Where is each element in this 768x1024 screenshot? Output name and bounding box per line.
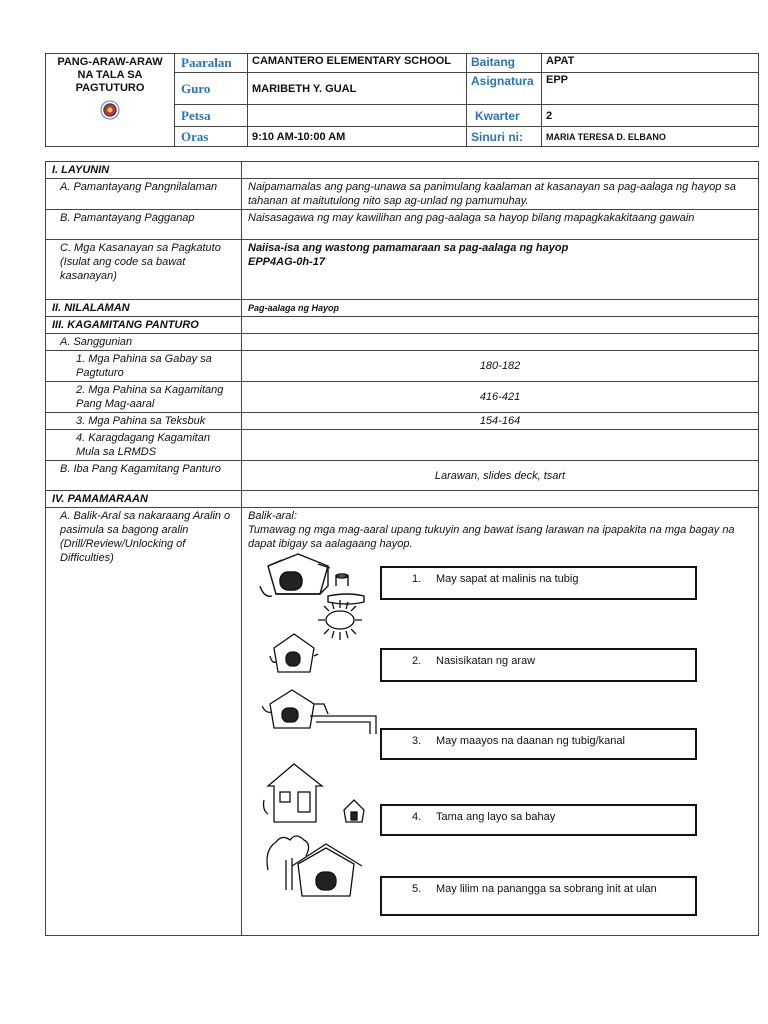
nilalaman-value: Pag-aalaga ng Hayop: [242, 300, 759, 317]
pamantayang-pagganap-label: B. Pamantayang Pagganap: [46, 210, 242, 240]
kagamitan-heading: III. KAGAMITANG PANTURO: [46, 317, 242, 334]
balik-aral-item-4: [380, 804, 697, 836]
iba-kagamitan-value: Larawan, slides deck, tsart: [242, 461, 759, 491]
balik-aral-item-2: [380, 648, 697, 682]
item-text: Nasisikatan ng araw: [436, 655, 536, 667]
kwarter-label: Kwarter: [467, 105, 542, 127]
sinuri-label: Sinuri ni:: [467, 127, 542, 147]
deped-seal-icon: [100, 100, 120, 120]
paaralan-value: CAMANTERO ELEMENTARY SCHOOL: [248, 54, 467, 73]
pamantayang-pangnilalaman-value: Naipamamalas ang pang-unawa sa panimulang kaalaman at kasanayan sa pag-aalaga ng hayop sa tahanan at maitutulong nito sap ag-unlad ng pamumuhay.: [242, 179, 759, 210]
sanggunian-label: A. Sanggunian: [46, 334, 242, 351]
paaralan-label: Paaralan: [175, 54, 248, 73]
item-number: 2.: [412, 655, 422, 667]
nilalaman-heading: II. NILALAMAN: [46, 300, 242, 317]
house-distance-icon: [262, 760, 372, 830]
asignatura-label: Asignatura: [467, 73, 542, 105]
kagamitan-pahina-value: 416-421: [242, 382, 759, 413]
item-number: 4.: [412, 811, 422, 823]
header-table: [45, 53, 759, 147]
layunin-heading: I. LAYUNIN: [46, 162, 242, 179]
balik-aral-item-5: [380, 876, 697, 916]
shade-doghouse-icon: [262, 830, 372, 900]
sun-doghouse-icon: [268, 596, 378, 686]
canal-doghouse-icon: [262, 686, 380, 736]
empty-cell: [242, 317, 759, 334]
balik-aral-label: A. Balik-Aral sa nakaraang Aralin o pasimula sa bagong aralin (Drill/Review/Unlocking of Difficulties): [46, 508, 242, 936]
oras-value: 9:10 AM-10:00 AM: [248, 127, 467, 147]
kasanayan-value-cell: [242, 240, 759, 300]
item-number: 3.: [412, 735, 422, 747]
kasanayan-value: Naiisa-isa ang wastong pamamaraan sa pag-aalaga ng hayop: [248, 242, 569, 254]
oras-label: Oras: [175, 127, 248, 147]
gabay-value: 180-182: [242, 351, 759, 382]
guro-label: Guro: [175, 73, 248, 105]
kagamitan-pahina-label: 2. Mga Pahina sa Kagamitang Pang Mag-aaral: [46, 382, 242, 413]
teksbuk-value: 154-164: [242, 413, 759, 430]
kasanayan-code: EPP4AG-0h-17: [248, 256, 326, 268]
item-text: May sapat at malinis na tubig: [436, 573, 579, 585]
balik-aral-title: Balik-aral:: [248, 510, 297, 522]
item-number: 5.: [412, 883, 422, 895]
iba-kagamitan-label: B. Iba Pang Kagamitang Panturo: [46, 461, 242, 491]
header-title: PANG-ARAW-ARAW NA TALA SA PAGTUTURO: [57, 56, 163, 94]
item-number: 1.: [412, 573, 422, 585]
baitang-value: APAT: [542, 54, 759, 73]
pamamaraan-heading: IV. PAMAMARAAN: [46, 491, 242, 508]
header-title-cell: [46, 54, 175, 147]
item-text: May maayos na daanan ng tubig/kanal: [436, 735, 625, 747]
baitang-label: Baitang: [467, 54, 542, 73]
sinuri-value: MARIA TERESA D. ELBANO: [542, 127, 759, 147]
petsa-label: Petsa: [175, 105, 248, 127]
balik-aral-instruction: Tumawag ng mga mag-aaral upang tukuyin ang bawat isang larawan na ipapakita na mga bagay na dapat ibigay sa aalagaang hayop.: [248, 524, 735, 550]
teksbuk-label: 3. Mga Pahina sa Teksbuk: [46, 413, 242, 430]
balik-aral-item-1: [380, 566, 697, 600]
guro-value: MARIBETH Y. GUAL: [248, 73, 467, 105]
kwarter-value: 2: [542, 105, 759, 127]
balik-aral-item-3: [380, 728, 697, 760]
gabay-label: 1. Mga Pahina sa Gabay sa Pagtuturo: [46, 351, 242, 382]
asignatura-value: EPP: [542, 73, 759, 105]
petsa-value: [248, 105, 467, 127]
lrmds-value: [242, 430, 759, 461]
empty-cell: [242, 162, 759, 179]
pamantayang-pangnilalaman-label: A. Pamantayang Pangnilalaman: [46, 179, 242, 210]
pamantayang-pagganap-value: Naisasagawa ng may kawilihan ang pag-aalaga sa hayop bilang mapagkakakitaang gawain: [242, 210, 759, 240]
item-text: Tama ang layo sa bahay: [436, 811, 556, 823]
empty-cell: [242, 491, 759, 508]
lrmds-label: 4. Karagdagang Kagamitan Mula sa LRMDS: [46, 430, 242, 461]
item-text: May lilim na panangga sa sobrang init at ulan: [436, 883, 657, 895]
empty-cell: [242, 334, 759, 351]
kasanayan-label: C. Mga Kasanayan sa Pagkatuto (Isulat ang code sa bawat kasanayan): [46, 240, 242, 300]
